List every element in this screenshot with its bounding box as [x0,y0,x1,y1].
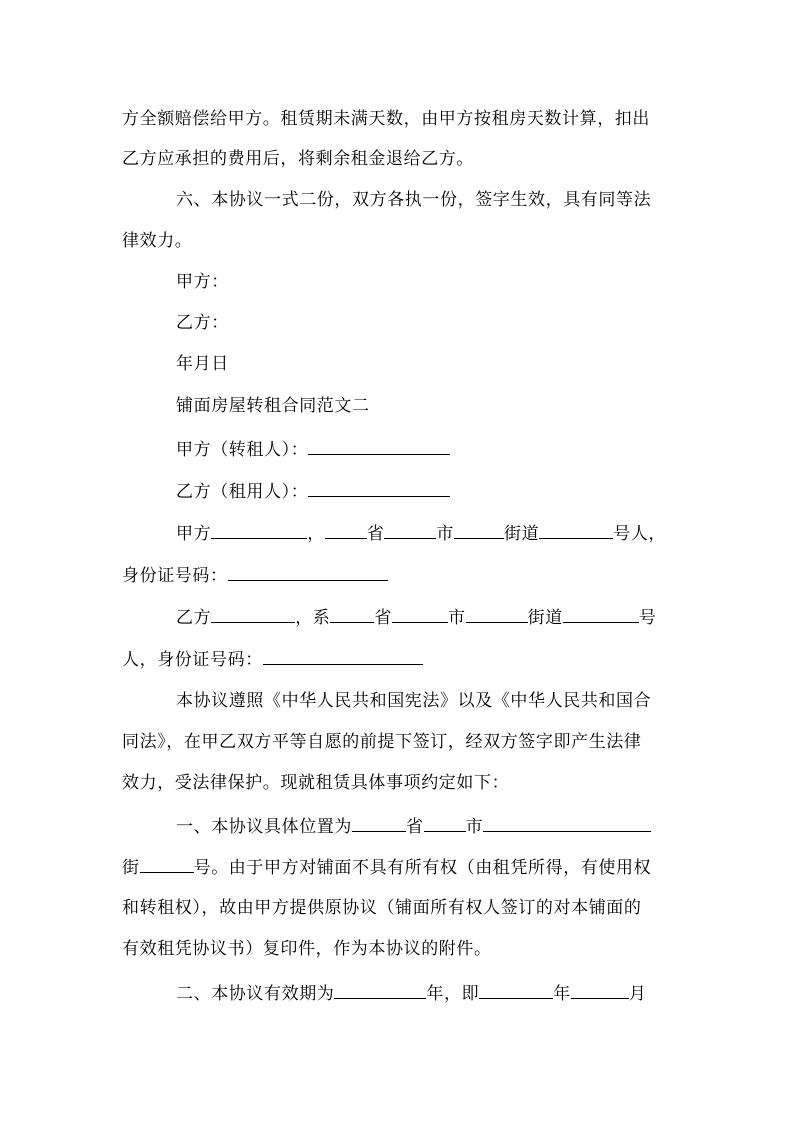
party-a-id-line [122,564,388,587]
lessor-label: 甲方（转租人）： [176,440,309,460]
paragraph-line: 本协议遵照《中华人民共和国宪法》以及《中华人民共和国合 [176,691,652,711]
blank [479,982,553,999]
text: 号。由于甲方对铺面不具有所有权（由租凭所得，有使用权 [193,858,652,878]
blank [483,815,651,832]
paragraph-line: 方全额赔偿给甲方。租赁期未满天数，由甲方按租房天数计算，扣出 [122,109,650,129]
lessee-line [176,480,450,503]
text: 省 [406,817,424,837]
blank [384,522,436,539]
party-a-signature-label: 甲方： [176,272,229,292]
party-b-address-line [176,606,656,629]
id-blank [228,564,388,581]
paragraph-line: 律效力。 [122,231,193,251]
blank [424,815,466,832]
blank [325,522,367,539]
blank [352,815,406,832]
text: 乙方 [176,608,212,628]
blank [454,522,504,539]
blank [563,606,639,623]
paragraph-line: 同法》，在甲乙双方平等自愿的前提下签订，经双方签字即产生法律 [122,732,642,752]
text: 号 [638,608,657,628]
text: 市 [448,608,466,628]
blank [392,606,448,623]
text: ，系 [295,608,331,628]
text: 号人， [613,524,667,544]
lessee-label: 乙方（租用人）： [176,482,309,502]
party-a-address-line [176,522,666,545]
paragraph-line: 乙方应承担的费用后，将剩余租金退给乙方。 [122,149,474,169]
text: 省 [374,608,393,628]
blank [334,982,426,999]
id-label: 身份证号码： [122,566,228,586]
paragraph-line: 和转租权），故由甲方提供原协议（铺面所有权人签订的对本铺面的 [122,898,642,918]
text: 街 [122,858,140,878]
party-b-id-line [122,648,423,671]
text: 年 [553,984,571,1004]
text: 甲方 [176,524,212,544]
lessor-blank [308,438,450,455]
blank [330,606,374,623]
lessor-line [176,438,450,461]
text: 省 [366,524,385,544]
text: 街道 [504,524,540,544]
date-label: 年月日 [176,354,229,374]
clause-2-line [176,982,646,1005]
text: 街道 [527,608,563,628]
paragraph-line: 六、本协议一式二份，双方各执一份，签字生效，具有同等法 [176,190,652,210]
paragraph-line: 有效租凭协议书）复印件，作为本协议的附件。 [122,939,492,959]
blank [466,606,528,623]
party-b-signature-label: 乙方： [176,313,229,333]
blank [140,856,194,873]
text: ， [307,524,325,544]
section-heading: 铺面房屋转租合同范文二 [176,396,370,416]
blank [571,982,629,999]
text: 年，即 [426,984,480,1004]
text: 市 [465,817,484,837]
text: 二、本协议有效期为 [176,984,335,1004]
clause-1-line [122,856,651,879]
lessee-blank [308,480,450,497]
text: 一、本协议具体位置为 [176,817,352,837]
id-blank [263,648,423,665]
id-label: 人，身份证号码： [122,650,263,670]
blank [211,606,295,623]
text: 月 [628,984,647,1004]
clause-1-line [176,815,651,838]
paragraph-line: 效力，受法律保护。现就租赁具体事项约定如下： [122,773,510,793]
blank [211,522,307,539]
blank [539,522,613,539]
text: 市 [436,524,455,544]
